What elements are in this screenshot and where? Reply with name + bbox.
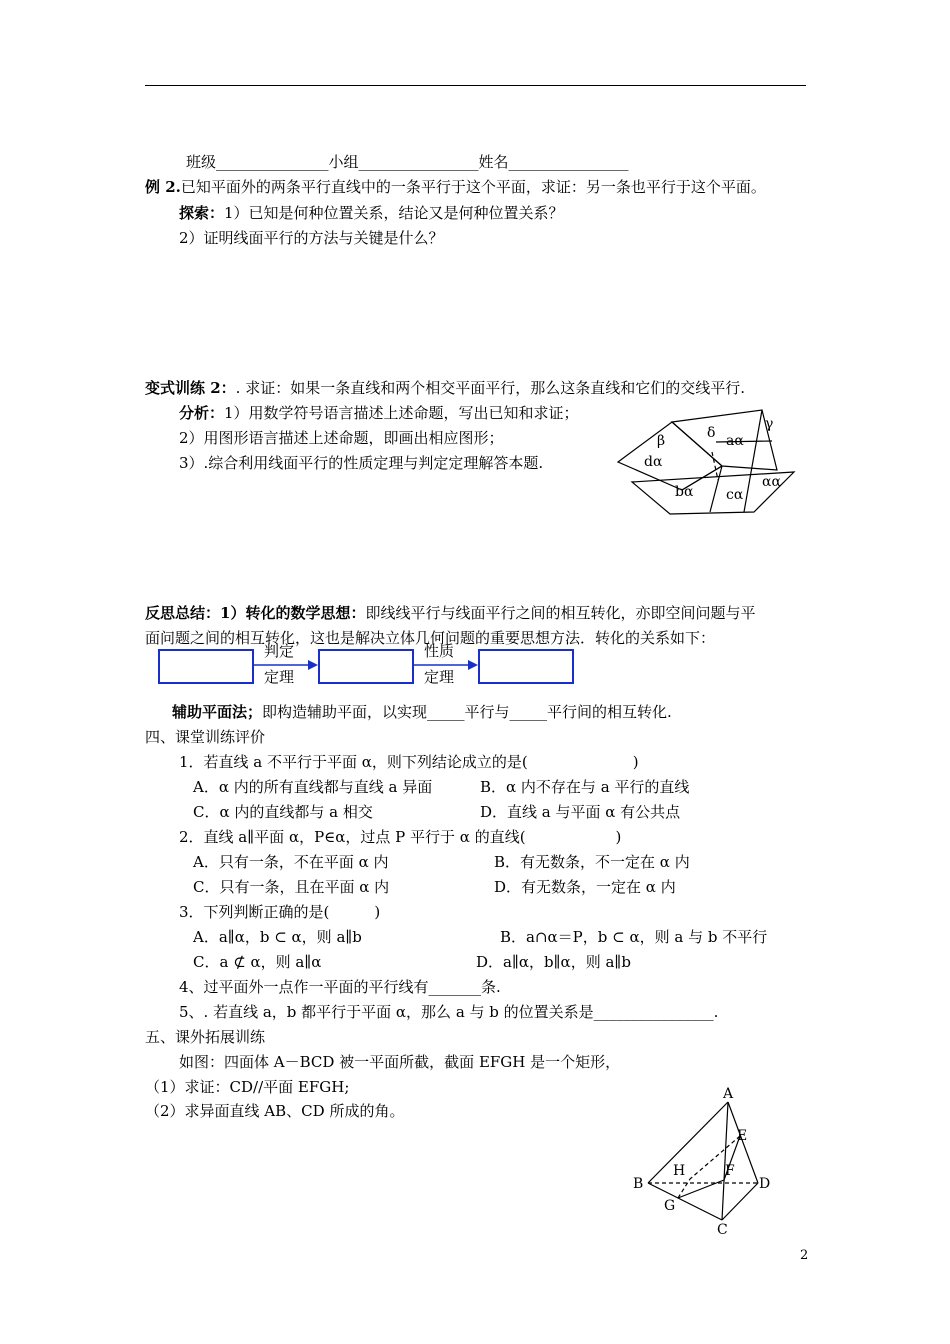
plane-gamma [672, 410, 777, 470]
section5-title: 五、课外拓展训练 [145, 1028, 266, 1046]
label-gamma: γ [765, 416, 774, 432]
vertex-a: A [723, 1086, 734, 1102]
example2-text: 已知平面外的两条平行直线中的一条平行于这个平面，求证：另一条也平行于这个平面。 [180, 178, 766, 196]
example2-explore-q1 [179, 203, 564, 223]
variant2-analysis-2: 2）用图形语言描述上述命题，即画出相应图形； [179, 429, 504, 447]
edge-bc [648, 1183, 722, 1220]
label-a-alpha: aα [726, 433, 744, 449]
header-rule [145, 85, 806, 86]
variant2-statement [145, 378, 745, 398]
reflection-line2: 面问题之间的相互转化，这也是解决立体几何问题的重要思想方法．转化的关系如下： [145, 629, 716, 647]
example2-label: 例 2. [145, 178, 181, 196]
label-d-alpha: dα [644, 454, 663, 470]
arrow1-top-label: 判定 [264, 642, 295, 660]
name-blank[interactable]: ________________ [508, 153, 629, 171]
edge-ac [722, 1102, 728, 1220]
group-blank[interactable]: ________________ [358, 153, 479, 171]
tetrahedron-figure [630, 1080, 780, 1240]
vertex-g: G [664, 1198, 676, 1214]
explore-q1: 1）已知是何种位置关系，结论又是何种位置关系？ [224, 204, 564, 222]
line-a [716, 441, 772, 442]
arrow2-top-label: 性质 [424, 642, 455, 660]
student-info-line [186, 152, 629, 172]
reflection-subtitle: 1）转化的数学思想： [220, 604, 366, 622]
q5-stem: 5、. 若直线 a，b 都平行于平面 α，那么 a 与 b 的位置关系是________________. [179, 1003, 719, 1021]
vertex-e: E [737, 1128, 748, 1144]
edge-cd [722, 1183, 758, 1220]
section5-intro: 如图：四面体 A－BCD 被一平面所截，截面 EFGH 是一个矩形， [179, 1053, 621, 1071]
reflection-text1: 即线线平行与线面平行之间的相互转化，亦即空间问题与平 [365, 604, 756, 622]
flow-box-plane-plane [478, 649, 574, 684]
label-c-alpha: cα [726, 487, 744, 503]
q2-option-d[interactable]: D．有无数条，一定在 α 内 [494, 878, 676, 896]
section5-part2: （2）求异面直线 AB、CD 所成的角。 [145, 1102, 405, 1120]
q2-option-b[interactable]: B．有无数条，不一定在 α 内 [494, 853, 690, 871]
line-c [744, 410, 762, 512]
label-alpha-alpha: αα [762, 474, 781, 490]
q3-option-d[interactable]: D．a∥α，b∥α，则 a∥b [476, 953, 631, 971]
section5-part1: （1）求证：CD//平面 EFGH; [145, 1078, 350, 1096]
q3-option-a[interactable]: A．a∥α，b ⊂ α，则 a∥b [193, 928, 362, 946]
q1-option-a[interactable]: A．α 内的所有直线都与直线 a 异面 [193, 778, 433, 796]
vertex-d: D [759, 1176, 771, 1192]
variant2-text: . 求证：如果一条直线和两个相交平面平行，那么这条直线和它们的交线平行. [235, 379, 745, 397]
aux-plane-method [172, 702, 672, 722]
q1-option-d[interactable]: D．直线 a 与平面 α 有公共点 [480, 803, 681, 821]
arrow2-bottom-label: 定理 [424, 668, 455, 686]
q3-stem: 3．下列判断正确的是( ) [179, 903, 381, 921]
analysis-label: 分析： [179, 404, 225, 422]
aux-label: 辅助平面法； [172, 703, 263, 721]
page-number: 2 [800, 1248, 809, 1263]
variant2-label: 变式训练 2： [145, 379, 236, 397]
analysis-1: 1）用数学符号语言描述上述命题，写出已知和求证； [224, 404, 579, 422]
variant2-analysis-1 [179, 403, 579, 423]
flow-box-line-line [158, 649, 254, 684]
q3-option-b[interactable]: B．a∩α＝P，b ⊂ α，则 a 与 b 不平行 [500, 928, 768, 946]
arrow1-bottom-label: 定理 [264, 668, 295, 686]
variant2-analysis-3: 3）.综合利用线面平行的性质定理与判定定理解答本题. [179, 454, 544, 472]
q2-option-c[interactable]: C．只有一条，且在平面 α 内 [193, 878, 390, 896]
vertex-h: H [673, 1163, 686, 1179]
planes-figure [612, 400, 812, 520]
vertex-c: C [717, 1222, 728, 1238]
example2-explore-q2: 2）证明线面平行的方法与关键是什么？ [179, 229, 444, 247]
edge-ab [648, 1102, 728, 1183]
reflection-line1 [145, 603, 755, 623]
label-b-alpha: bα [675, 484, 694, 500]
q2-stem: 2．直线 a∥平面 α，P∈α，过点 P 平行于 α 的直线( ) [179, 828, 622, 846]
name-label: 姓名 [478, 153, 509, 171]
label-delta: δ [707, 425, 716, 441]
q4-stem: 4、过平面外一点作一平面的平行线有_______条. [179, 978, 501, 996]
label-beta: β [657, 433, 666, 449]
class-label: 班级 [186, 153, 217, 171]
aux-text: 即构造辅助平面，以实现_____平行与_____平行间的相互转化. [262, 703, 672, 721]
vertex-b: B [633, 1176, 644, 1192]
reflection-label: 反思总结： [145, 604, 221, 622]
q1-stem: 1．若直线 a 不平行于平面 α，则下列结论成立的是( ) [179, 753, 639, 771]
q3-option-c[interactable]: C．a ⊄ α，则 a∥α [193, 953, 322, 971]
group-label: 小组 [328, 153, 359, 171]
section4-title: 四、课堂训练评价 [145, 728, 266, 746]
q1-option-b[interactable]: B．α 内不存在与 a 平行的直线 [480, 778, 690, 796]
vertex-f: F [725, 1163, 735, 1179]
hidden-line [712, 452, 718, 480]
explore-label: 探索： [179, 204, 225, 222]
example2-statement [145, 177, 766, 197]
q2-option-a[interactable]: A．只有一条，不在平面 α 内 [193, 853, 389, 871]
class-blank[interactable]: _______________ [216, 153, 329, 171]
q1-option-c[interactable]: C．α 内的直线都与 a 相交 [193, 803, 373, 821]
